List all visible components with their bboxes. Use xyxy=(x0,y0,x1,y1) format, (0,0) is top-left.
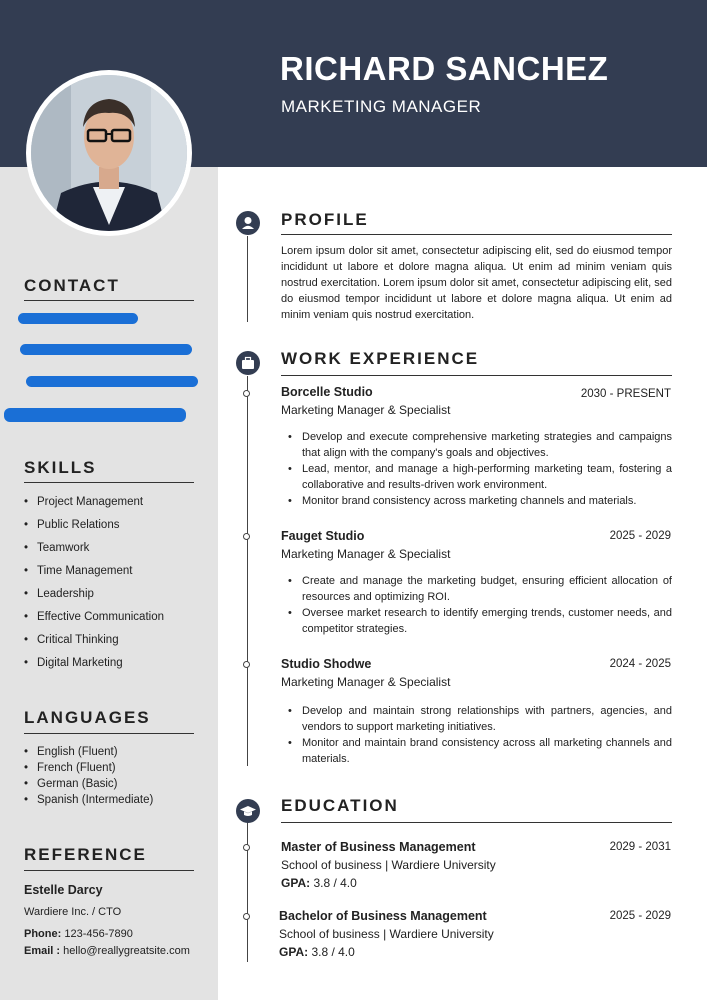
reference-email-value: hello@reallygreatsite.com xyxy=(63,945,190,957)
job-company: Studio Shodwe xyxy=(281,657,372,671)
candidate-name: RICHARD SANCHEZ xyxy=(280,50,609,87)
work-divider xyxy=(281,375,672,376)
reference-name: Estelle Darcy xyxy=(24,883,103,897)
degree-gpa xyxy=(279,945,355,959)
skill-item: • Leadership xyxy=(24,587,164,610)
redacted-contact-line xyxy=(4,408,186,422)
skill-item: • Project Management xyxy=(24,495,164,518)
skill-item: • Effective Communication xyxy=(24,610,164,633)
job-dates: 2025 - 2029 xyxy=(609,530,671,542)
job-dates: 2024 - 2025 xyxy=(609,658,671,670)
timeline-dot xyxy=(243,913,250,920)
education-timeline xyxy=(247,822,248,962)
gpa-label: GPA: xyxy=(281,876,311,890)
job-bullet: • Create and manage the marketing budget, ensuring efficient allocation of resources and optimizing ROI. xyxy=(286,573,672,605)
reference-company: Wardiere Inc. / CTO xyxy=(24,906,122,918)
languages-list xyxy=(24,745,153,809)
graduation-cap-icon xyxy=(236,799,260,823)
job-company: Fauget Studio xyxy=(281,529,365,543)
contact-heading: CONTACT xyxy=(24,276,120,295)
timeline-dot xyxy=(243,390,250,397)
language-item: • German (Basic) xyxy=(24,777,153,793)
job-bullet: • Lead, mentor, and manage a high-performing marketing team, fostering a collaborative and results-driven work environment. xyxy=(286,461,672,493)
education-heading: EDUCATION xyxy=(281,796,399,815)
work-heading: WORK EXPERIENCE xyxy=(281,349,480,368)
gpa-value: 3.8 / 4.0 xyxy=(311,945,355,959)
job-role: Marketing Manager & Specialist xyxy=(281,675,451,689)
job-bullets xyxy=(286,573,672,637)
work-timeline xyxy=(247,376,248,766)
skills-divider xyxy=(24,482,194,483)
reference-email xyxy=(24,945,190,957)
languages-divider xyxy=(24,733,194,734)
profile-timeline xyxy=(247,236,248,322)
degree-dates: 2029 - 2031 xyxy=(609,841,671,853)
timeline-dot xyxy=(243,533,250,540)
gpa-label: GPA: xyxy=(279,945,309,959)
profile-photo xyxy=(26,70,192,236)
timeline-dot xyxy=(243,844,250,851)
language-item: • Spanish (Intermediate) xyxy=(24,793,153,809)
skill-item: • Teamwork xyxy=(24,541,164,564)
job-bullet: • Monitor brand consistency across marketing channels and materials. xyxy=(286,493,672,509)
job-bullet: • Oversee market research to identify emerging trends, customer needs, and competitor strategies. xyxy=(286,605,672,637)
language-item: • French (Fluent) xyxy=(24,761,153,777)
profile-photo-image xyxy=(31,75,187,231)
briefcase-icon xyxy=(236,351,260,375)
job-dates: 2030 - PRESENT xyxy=(580,388,671,400)
degree-gpa xyxy=(281,876,357,890)
degree-school: School of business | Wardiere University xyxy=(281,858,496,872)
reference-phone-value: 123-456-7890 xyxy=(64,928,133,940)
skill-item: • Critical Thinking xyxy=(24,633,164,656)
job-bullet: • Develop and maintain strong relationships with partners, agencies, and vendors to support marketing initiatives. xyxy=(286,703,672,735)
gpa-value: 3.8 / 4.0 xyxy=(313,876,357,890)
job-role: Marketing Manager & Specialist xyxy=(281,403,451,417)
languages-heading: LANGUAGES xyxy=(24,708,151,727)
candidate-job-title: MARKETING MANAGER xyxy=(281,97,482,116)
job-bullets xyxy=(286,703,672,767)
skill-item: • Digital Marketing xyxy=(24,656,164,679)
profile-text: Lorem ipsum dolor sit amet, consectetur adipiscing elit, sed do eiusmod tempor incididunt ut labore et dolore magna aliqua. Ut enim ad minim veniam quis nostrud exercitation. Lorem ipsum dolor sit amet, consectetur adipiscing elit, sed do eiusmod tempor incididunt ut labore et dolore magna aliqua. Ut enim ad minim veniam quis nostrud exercitation. xyxy=(281,245,672,321)
skills-list xyxy=(24,495,164,679)
degree-school: School of business | Wardiere University xyxy=(279,927,494,941)
contact-divider xyxy=(24,300,194,301)
timeline-dot xyxy=(243,661,250,668)
job-bullet: • Monitor and maintain brand consistency across all marketing channels and materials. xyxy=(286,735,672,767)
profile-heading: PROFILE xyxy=(281,210,369,229)
reference-phone xyxy=(24,928,133,940)
job-company: Borcelle Studio xyxy=(281,385,373,399)
language-item: • English (Fluent) xyxy=(24,745,153,761)
skill-item: • Time Management xyxy=(24,564,164,587)
job-bullet: • Develop and execute comprehensive marketing strategies and campaigns that align with the company's goals and objectives. xyxy=(286,429,672,461)
redacted-contact-line xyxy=(18,313,138,324)
person-icon xyxy=(236,211,260,235)
job-bullets xyxy=(286,429,672,509)
degree-title: Bachelor of Business Management xyxy=(279,909,487,923)
redacted-contact-line xyxy=(26,376,198,387)
degree-dates: 2025 - 2029 xyxy=(609,910,671,922)
education-divider xyxy=(281,822,672,823)
job-role: Marketing Manager & Specialist xyxy=(281,547,451,561)
reference-divider xyxy=(24,870,194,871)
redacted-contact-line xyxy=(20,344,192,355)
profile-divider xyxy=(281,234,672,235)
reference-heading: REFERENCE xyxy=(24,845,147,864)
degree-title: Master of Business Management xyxy=(281,840,476,854)
skills-heading: SKILLS xyxy=(24,458,97,477)
skill-item: • Public Relations xyxy=(24,518,164,541)
reference-email-label: Email : xyxy=(24,945,61,957)
reference-phone-label: Phone: xyxy=(24,928,62,940)
